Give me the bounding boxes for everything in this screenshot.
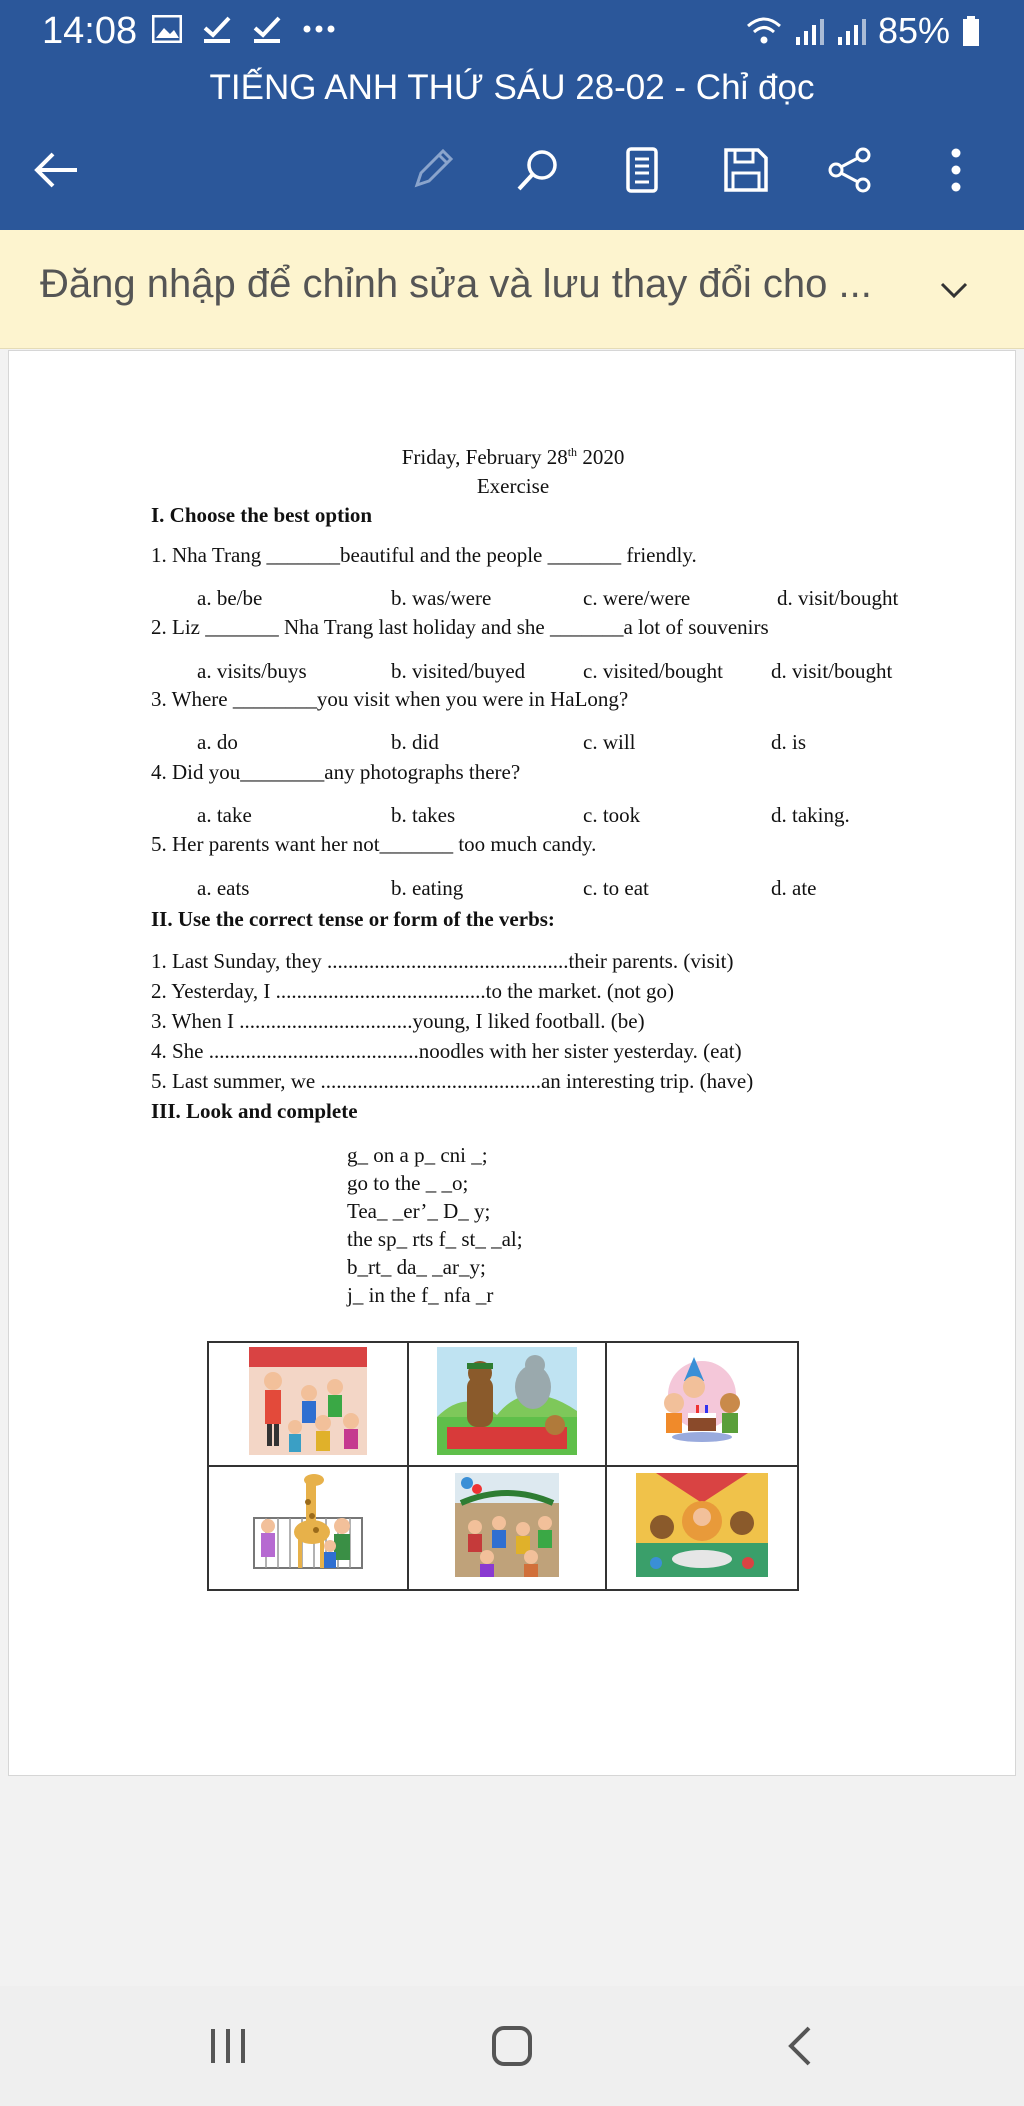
pencil-icon <box>409 147 455 193</box>
question-5: 5. Her parents want her not_______ too much candy. <box>151 832 597 856</box>
word-item: j_ in the f_ nfa _r <box>347 1283 494 1307</box>
battery-icon <box>962 16 980 46</box>
picnic-picture <box>437 1347 577 1455</box>
document-title: TIẾNG ANH THỨ SÁU 28-02 - Chỉ đọc <box>209 68 815 107</box>
option: c. took <box>583 803 641 827</box>
funfair-picture <box>636 1473 768 1577</box>
picture-grid <box>207 1341 799 1591</box>
reading-view-button[interactable] <box>612 140 672 200</box>
back-nav-button[interactable] <box>760 2006 840 2086</box>
verb-item-2: 2. Yesterday, I ........................................to the market. (not go) <box>151 979 674 1003</box>
picture-cell <box>208 1342 408 1466</box>
children-with-teacher-picture <box>249 1347 367 1455</box>
option: c. were/were <box>583 586 691 610</box>
search-button[interactable] <box>508 140 568 200</box>
option: a. be/be <box>197 586 263 610</box>
option: d. ate <box>771 876 817 900</box>
save-button[interactable] <box>716 140 776 200</box>
zoo-giraffe-picture <box>252 1472 364 1578</box>
option: a. take <box>197 803 252 827</box>
gallery-icon <box>152 15 182 43</box>
option: c. visited/bought <box>583 659 723 683</box>
more-vertical-icon <box>950 148 962 192</box>
status-bar <box>0 0 1024 62</box>
more-notifications-icon <box>302 24 336 34</box>
question-2: 2. Liz _______ Nha Trang last holiday and she _______a lot of souvenirs <box>151 615 769 639</box>
verb-item-4: 4. She ........................................noodles with her sister yesterday. (eat) <box>151 1039 742 1063</box>
option: d. taking. <box>771 803 850 827</box>
option: d. visit/bought <box>771 659 893 683</box>
system-status <box>746 10 980 52</box>
option: a. visits/buys <box>197 659 307 683</box>
verb-item-5: 5. Last summer, we ..........................................an interesting trip. (have) <box>151 1069 754 1093</box>
save-icon <box>723 147 769 193</box>
option: c. to eat <box>583 876 649 900</box>
back-arrow-icon <box>31 150 81 190</box>
picture-cell <box>208 1466 408 1590</box>
picture-cell <box>606 1466 798 1590</box>
option: c. will <box>583 730 636 754</box>
verb-item-3: 3. When I .................................young, I liked football. (be) <box>151 1009 645 1033</box>
option: d. visit/bought <box>777 586 899 610</box>
option: b. visited/buyed <box>391 659 526 683</box>
share-button[interactable] <box>820 140 880 200</box>
picture-cell <box>606 1342 798 1466</box>
section-2-title: II. Use the correct tense or form of the verbs: <box>151 907 555 931</box>
option: b. did <box>391 730 439 754</box>
home-icon <box>491 2025 533 2067</box>
sports-festival-picture <box>455 1473 559 1577</box>
battery-level: 85% <box>877 10 950 51</box>
section-1-title: I. Choose the best option <box>151 503 373 527</box>
recent-apps-button[interactable] <box>188 2006 268 2086</box>
doc-date: Friday, February 28th 2020 <box>401 445 625 469</box>
option: b. takes <box>391 803 456 827</box>
word-item: the sp_ rts f_ st_ _al; <box>347 1227 523 1251</box>
back-button[interactable] <box>26 140 86 200</box>
option: b. was/were <box>391 586 492 610</box>
word-item: b_rt_ da_ _ar_y; <box>347 1255 486 1279</box>
picture-cell <box>408 1342 606 1466</box>
signal-icon <box>836 17 866 45</box>
reading-view-icon <box>625 147 659 193</box>
sign-in-banner[interactable] <box>0 230 1024 349</box>
doc-heading: Exercise <box>476 474 550 498</box>
home-button[interactable] <box>472 2006 552 2086</box>
check-icon <box>252 14 282 44</box>
option: a. eats <box>197 876 250 900</box>
chevron-down-icon <box>940 281 968 299</box>
check-icon <box>202 14 232 44</box>
more-options-button[interactable] <box>926 140 986 200</box>
banner-message: Đăng nhập để chỉnh sửa và lưu thay đổi cho ... <box>40 262 872 306</box>
question-3: 3. Where ________you visit when you were in HaLong? <box>151 687 629 711</box>
option: a. do <box>197 730 238 754</box>
word-item: g_ on a p_ cni _; <box>347 1143 488 1167</box>
question-1: 1. Nha Trang _______beautiful and the people _______ friendly. <box>151 543 697 567</box>
section-3-title: III. Look and complete <box>151 1099 358 1123</box>
word-item: Tea_ _er’_ D_ y; <box>347 1199 491 1223</box>
word-item: go to the _ _o; <box>347 1171 469 1195</box>
document-page[interactable] <box>8 350 1016 1776</box>
question-4: 4. Did you________any photographs there? <box>151 760 521 784</box>
toolbar <box>0 140 1024 200</box>
wifi-icon <box>746 16 782 46</box>
verb-item-1: 1. Last Sunday, they ..............................................their parents. (visit) <box>151 949 734 973</box>
notification-icons <box>152 14 336 44</box>
banner-expand-button[interactable] <box>924 260 984 320</box>
search-icon <box>515 147 561 193</box>
system-nav-bar <box>0 1986 1024 2106</box>
option: d. is <box>771 730 807 754</box>
edit-button[interactable] <box>402 140 462 200</box>
status-time: 14:08 <box>42 10 138 52</box>
picture-cell <box>408 1466 606 1590</box>
recent-apps-icon <box>208 2027 248 2065</box>
back-chevron-icon <box>787 2025 813 2067</box>
app-header <box>0 0 1024 230</box>
birthday-party-picture <box>652 1351 752 1451</box>
option: b. eating <box>391 876 464 900</box>
signal-icon <box>794 17 824 45</box>
share-icon <box>827 147 873 193</box>
